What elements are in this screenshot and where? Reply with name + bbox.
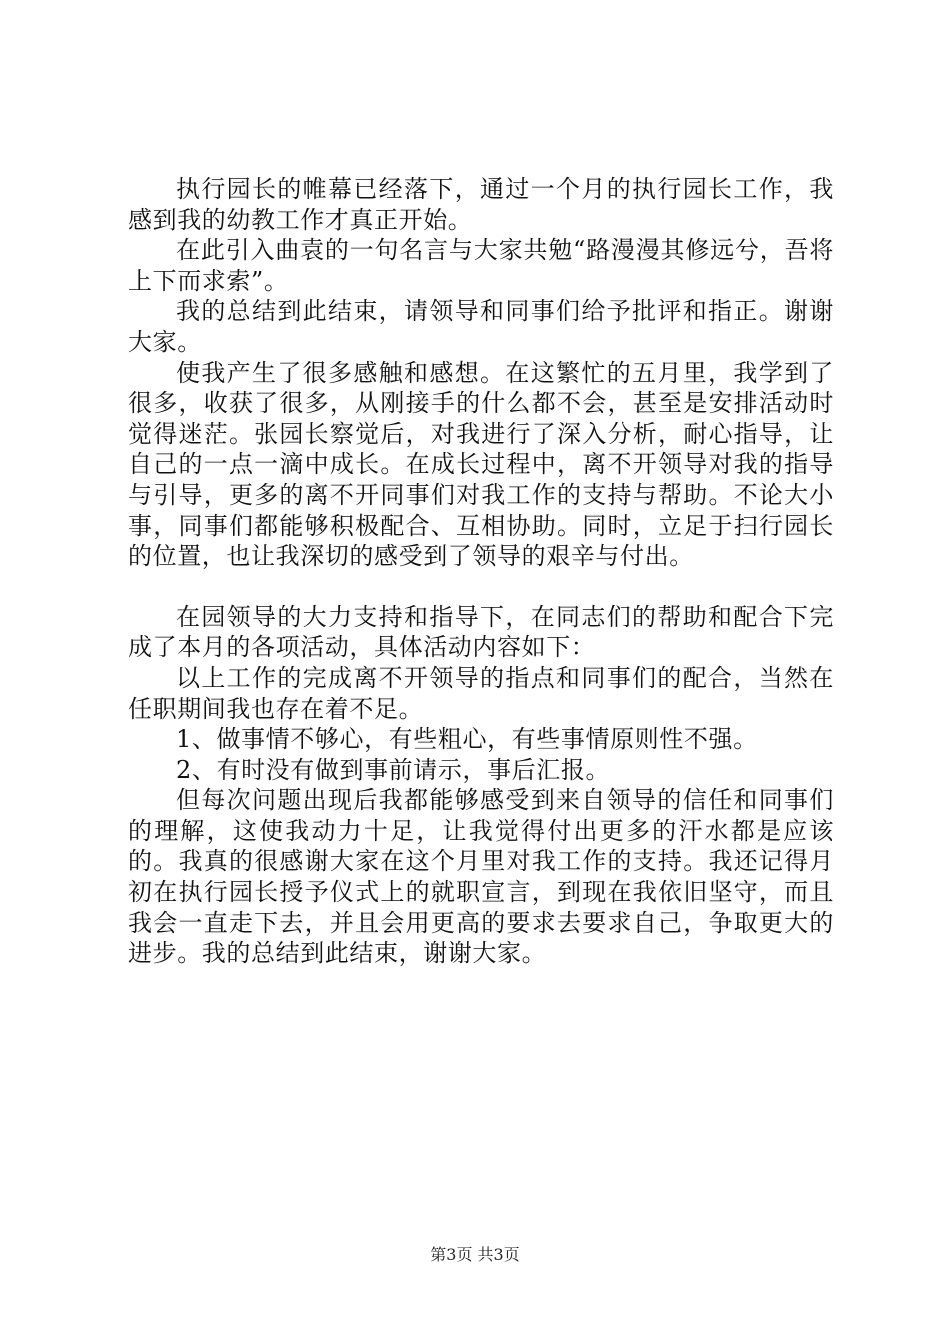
page-number-footer: 第3页 共3页 (430, 1245, 520, 1264)
paragraph-spacer (128, 572, 834, 602)
paragraph-6: 以上工作的完成离不开领导的指点和同事们的配合，当然在任职期间我也存在着不足。 (128, 663, 834, 723)
list-item-1: 1、做事情不够心，有些粗心，有些事情原则性不强。 (176, 725, 758, 754)
list-item-2: 2、有时没有做到事前请示，事后汇报。 (176, 755, 611, 784)
paragraph-5: 在园领导的大力支持和指导下，在同志们的帮助和配合下完成了本月的各项活动，具体活动内容如下： (128, 602, 834, 662)
paragraph-4: 使我产生了很多感触和感想。在这繁忙的五月里，我学到了很多，收获了很多，从刚接手的什么都不会，甚至是安排活动时觉得迷茫。张园长察觉后，对我进行了深入分析，耐心指导，让自己的一点一滴中成长。在成长过程中，离不开领导对我的指导与引导，更多的离不开同事们对我工作的支持与帮助。不论大小事，同事们都能够积极配合、互相协助。同时，立足于扫行园长的位置，也让我深切的感受到了领导的艰辛与付出。 (128, 358, 834, 571)
paragraph-3: 我的总结到此结束，请领导和同事们给予批评和指正。谢谢大家。 (128, 297, 834, 356)
paragraph-7: 但每次问题出现后我都能够感受到来自领导的信任和同事们的理解，这使我动力十足，让我觉得付出更多的汗水都是应该的。我真的很感谢大家在这个月里对我工作的支持。我还记得月初在执行园长授予仪式上的就职宣言，到现在我依旧坚守，而且我会一直走下去，并且会用更高的要求去要求自己，争取更大的进步。我的总结到此结束，谢谢大家。 (128, 786, 834, 968)
document-body (128, 174, 834, 969)
paragraph-1: 执行园长的帷幕已经落下，通过一个月的执行园长工作，我感到我的幼教工作才真正开始。 (128, 175, 834, 234)
paragraph-2: 在此引入曲袁的一句名言与大家共勉“路漫漫其修远兮，吾将上下而求索”。 (128, 236, 834, 295)
